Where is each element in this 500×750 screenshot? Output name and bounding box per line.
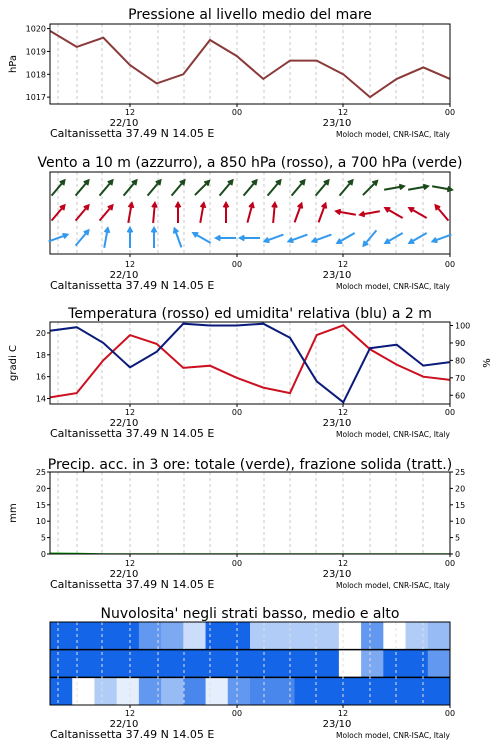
y-tick-label: 5 bbox=[40, 533, 46, 543]
wind-arrow bbox=[409, 208, 426, 218]
wind-arrow-shaft bbox=[409, 233, 426, 243]
cloud-cell bbox=[94, 650, 117, 678]
y2-tick-label: 25 bbox=[455, 468, 466, 477]
x-tick-label: 00 bbox=[444, 108, 456, 117]
panel-title-wind: Vento a 10 m (azzurro), a 850 hPa (rosso), a 700 hPa (verde) bbox=[37, 155, 463, 171]
x-tick-label: 00 bbox=[231, 260, 243, 269]
wind-arrow bbox=[128, 203, 133, 223]
cloud-cell bbox=[161, 622, 184, 650]
cloud-cell bbox=[206, 622, 229, 650]
wind-arrow-shaft bbox=[124, 180, 137, 195]
pressure-panel-frame bbox=[50, 24, 450, 104]
cloud-cell bbox=[339, 622, 362, 650]
x-tick-label: 00 bbox=[444, 709, 456, 718]
date-label: 22/10 bbox=[109, 270, 139, 281]
y2-tick-label: 0 bbox=[455, 550, 461, 559]
wind-arrow-shaft bbox=[193, 233, 210, 243]
cloud-cell bbox=[94, 622, 117, 650]
wind-arrow-shaft bbox=[52, 180, 65, 195]
y-tick-label: 1020 bbox=[25, 24, 46, 34]
panel-title-temperature: Temperatura (rosso) ed umidita' relativa (blu) a 2 m bbox=[68, 306, 432, 322]
temperature-line bbox=[50, 325, 450, 397]
x-tick-label: 12 bbox=[337, 260, 349, 269]
wind-arrow bbox=[292, 180, 305, 195]
wind-arrow bbox=[265, 235, 284, 243]
panel-title-precipitation: Precip. acc. in 3 ore: totale (verde), frazione solida (tratt.) bbox=[47, 457, 453, 473]
y2-tick-label: 10 bbox=[455, 517, 466, 527]
cloud-cell bbox=[428, 622, 451, 650]
cloud-cell bbox=[94, 677, 117, 705]
cloud-cell bbox=[361, 650, 384, 678]
model-source-label: Moloch model, CNR-ISAC, Italy bbox=[336, 430, 450, 439]
panel-title-clouds: Nuvolosita' negli strati basso, medio e alto bbox=[100, 606, 400, 622]
cloud-cell bbox=[361, 622, 384, 650]
x-tick-label: 12 bbox=[337, 108, 349, 117]
cloud-cell bbox=[250, 677, 273, 705]
pressure-line bbox=[50, 31, 450, 97]
x-tick-label: 12 bbox=[337, 559, 349, 568]
x-tick-label: 12 bbox=[337, 709, 349, 718]
date-label: 23/10 bbox=[322, 569, 352, 580]
wind-arrow bbox=[385, 208, 402, 218]
cloud-cell bbox=[361, 677, 384, 705]
y-tick-label: 1019 bbox=[25, 47, 46, 57]
wind-arrow-shaft bbox=[244, 180, 257, 195]
wind-arrow-shaft bbox=[316, 180, 329, 195]
location-label: Caltanissetta 37.49 N 14.05 E bbox=[50, 427, 215, 440]
cloud-cell bbox=[383, 650, 406, 678]
wind-arrow bbox=[148, 180, 161, 195]
date-label: 23/10 bbox=[322, 118, 352, 129]
y-tick-label: 14 bbox=[35, 394, 46, 404]
date-label: 23/10 bbox=[322, 418, 352, 429]
cloud-cell bbox=[272, 650, 295, 678]
cloud-cell bbox=[72, 622, 95, 650]
y2-tick-label: 90 bbox=[455, 338, 466, 348]
cloud-cell bbox=[183, 650, 206, 678]
date-label: 22/10 bbox=[109, 418, 139, 429]
y-tick-label: 20 bbox=[35, 484, 46, 494]
cloud-cell bbox=[206, 650, 229, 678]
x-tick-label: 00 bbox=[231, 709, 243, 718]
y2-tick-label: 70 bbox=[455, 373, 466, 383]
wind-arrow bbox=[409, 233, 426, 243]
y-axis-label: mm bbox=[8, 503, 19, 523]
wind-arrow bbox=[172, 180, 185, 195]
wind-arrow-shaft bbox=[76, 180, 89, 195]
wind-arrow bbox=[336, 210, 356, 215]
location-label: Caltanissetta 37.49 N 14.05 E bbox=[50, 127, 215, 140]
cloud-cell bbox=[228, 650, 251, 678]
cloud-cell bbox=[117, 677, 140, 705]
cloud-cell bbox=[383, 677, 406, 705]
y-axis-label: hPa bbox=[8, 54, 19, 74]
cloud-cell bbox=[72, 677, 95, 705]
wind-arrow bbox=[193, 233, 210, 243]
cloud-cell bbox=[294, 622, 317, 650]
cloud-cell bbox=[250, 622, 273, 650]
wind-arrow bbox=[76, 205, 89, 220]
cloud-cell bbox=[161, 677, 184, 705]
y2-tick-label: 15 bbox=[455, 500, 466, 510]
wind-arrow bbox=[176, 203, 181, 223]
cloud-cell bbox=[383, 622, 406, 650]
x-tick-label: 12 bbox=[124, 108, 136, 117]
cloud-cell bbox=[72, 650, 95, 678]
cloud-cell bbox=[183, 622, 206, 650]
wind-arrow-shaft bbox=[195, 181, 209, 195]
wind-arrow-shaft bbox=[268, 180, 281, 195]
model-source-label: Moloch model, CNR-ISAC, Italy bbox=[336, 282, 450, 291]
wind-arrow bbox=[244, 180, 257, 195]
y-tick-label: 16 bbox=[35, 372, 46, 382]
wind-arrow-shaft bbox=[100, 180, 113, 195]
wind-arrow bbox=[220, 180, 233, 195]
wind-arrow-shaft bbox=[172, 180, 185, 195]
x-tick-label: 00 bbox=[231, 408, 243, 417]
y2-tick-label: 60 bbox=[455, 391, 466, 401]
humidity-line bbox=[50, 324, 450, 403]
wind-arrow bbox=[76, 180, 89, 195]
wind-arrow bbox=[432, 186, 452, 191]
y-tick-label: 1017 bbox=[25, 93, 46, 103]
wind-arrow bbox=[100, 205, 113, 220]
wind-arrow-shaft bbox=[76, 230, 89, 245]
wind-arrow bbox=[340, 180, 353, 195]
cloud-cell bbox=[117, 622, 140, 650]
wind-arrow bbox=[408, 185, 428, 190]
x-tick-label: 00 bbox=[444, 260, 456, 269]
date-label: 22/10 bbox=[109, 719, 139, 730]
cloud-cell bbox=[183, 677, 206, 705]
cloud-cell bbox=[317, 622, 340, 650]
cloud-cell bbox=[406, 622, 429, 650]
wind-arrow bbox=[385, 233, 402, 243]
wind-arrow bbox=[100, 180, 113, 195]
location-label: Caltanissetta 37.49 N 14.05 E bbox=[50, 728, 215, 741]
model-source-label: Moloch model, CNR-ISAC, Italy bbox=[336, 731, 450, 740]
wind-arrow bbox=[337, 233, 354, 243]
cloud-cell bbox=[228, 677, 251, 705]
wind-arrow-shaft bbox=[337, 233, 354, 243]
y2-tick-label: 5 bbox=[455, 533, 461, 543]
temperature-panel-frame bbox=[50, 322, 450, 404]
wind-arrow bbox=[52, 205, 65, 220]
y2-tick-label: 80 bbox=[455, 356, 466, 366]
wind-arrow-shaft bbox=[385, 208, 402, 218]
x-tick-label: 00 bbox=[231, 108, 243, 117]
wind-arrow bbox=[289, 235, 308, 243]
date-label: 22/10 bbox=[109, 569, 139, 580]
cloud-cell bbox=[206, 677, 229, 705]
wind-arrow-shaft bbox=[292, 180, 305, 195]
cloud-cell bbox=[294, 650, 317, 678]
wind-arrow-shaft bbox=[340, 180, 353, 195]
wind-arrow bbox=[224, 203, 229, 223]
x-tick-label: 12 bbox=[124, 709, 136, 718]
wind-arrow bbox=[195, 181, 209, 195]
cloud-cell bbox=[294, 677, 317, 705]
wind-arrow bbox=[247, 203, 253, 222]
wind-arrow bbox=[104, 228, 109, 248]
cloud-cell bbox=[50, 622, 73, 650]
date-label: 23/10 bbox=[322, 270, 352, 281]
wind-arrow bbox=[272, 203, 277, 223]
location-label: Caltanissetta 37.49 N 14.05 E bbox=[50, 578, 215, 591]
cloud-cell bbox=[406, 677, 429, 705]
wind-arrow bbox=[240, 236, 260, 241]
wind-arrow bbox=[152, 228, 157, 248]
cloud-cell bbox=[117, 650, 140, 678]
wind-arrow-shaft bbox=[220, 180, 233, 195]
wind-arrow bbox=[433, 235, 452, 243]
y2-tick-label: 20 bbox=[455, 484, 466, 494]
precipitation-panel-frame bbox=[50, 472, 450, 554]
x-tick-label: 00 bbox=[231, 559, 243, 568]
x-tick-label: 00 bbox=[444, 408, 456, 417]
y-tick-label: 0 bbox=[40, 550, 46, 559]
model-source-label: Moloch model, CNR-ISAC, Italy bbox=[336, 581, 450, 590]
wind-arrow-shaft bbox=[52, 205, 65, 220]
wind-arrow-shaft bbox=[76, 205, 89, 220]
y2-axis-label: % bbox=[482, 358, 493, 368]
panel-title-pressure: Pressione al livello medio del mare bbox=[128, 7, 372, 23]
cloud-cell bbox=[272, 677, 295, 705]
wind-arrow-shaft bbox=[436, 205, 449, 220]
cloud-cell bbox=[428, 650, 451, 678]
cloud-cell bbox=[228, 622, 251, 650]
cloud-cell bbox=[428, 677, 451, 705]
date-label: 23/10 bbox=[322, 719, 352, 730]
cloud-cell bbox=[339, 650, 362, 678]
y-tick-label: 20 bbox=[35, 328, 46, 338]
cloud-cell bbox=[250, 650, 273, 678]
wind-arrow bbox=[384, 185, 404, 190]
model-source-label: Moloch model, CNR-ISAC, Italy bbox=[336, 130, 450, 139]
wind-arrow bbox=[128, 228, 133, 248]
y-tick-label: 15 bbox=[35, 500, 46, 510]
wind-arrow bbox=[316, 180, 329, 195]
y-tick-label: 18 bbox=[35, 350, 46, 360]
wind-arrow bbox=[268, 180, 281, 195]
cloud-cell bbox=[317, 677, 340, 705]
cloud-cell bbox=[50, 677, 73, 705]
wind-arrow-shaft bbox=[100, 205, 113, 220]
wind-arrow bbox=[216, 236, 236, 241]
wind-arrow bbox=[319, 204, 327, 223]
x-tick-label: 12 bbox=[124, 408, 136, 417]
cloud-cell bbox=[50, 650, 73, 678]
y-tick-label: 1018 bbox=[25, 70, 46, 80]
cloud-cell bbox=[161, 650, 184, 678]
cloud-cell bbox=[317, 650, 340, 678]
wind-arrow-shaft bbox=[385, 233, 402, 243]
cloud-cell bbox=[406, 650, 429, 678]
y-axis-label: gradi C bbox=[8, 345, 19, 381]
date-label: 22/10 bbox=[109, 118, 139, 129]
y-tick-label: 25 bbox=[35, 468, 46, 477]
x-tick-label: 12 bbox=[124, 260, 136, 269]
wind-arrow bbox=[174, 229, 182, 248]
wind-arrow bbox=[436, 205, 449, 220]
wind-arrow bbox=[124, 180, 137, 195]
wind-arrow bbox=[76, 230, 89, 245]
cloud-cell bbox=[272, 622, 295, 650]
wind-arrow bbox=[295, 204, 303, 223]
wind-arrow bbox=[313, 235, 332, 243]
y-tick-label: 10 bbox=[35, 517, 46, 527]
x-tick-label: 12 bbox=[124, 559, 136, 568]
cloud-cell bbox=[339, 677, 362, 705]
wind-arrow-shaft bbox=[409, 208, 426, 218]
location-label: Caltanissetta 37.49 N 14.05 E bbox=[50, 279, 215, 292]
x-tick-label: 12 bbox=[337, 408, 349, 417]
wind-arrow-shaft bbox=[148, 180, 161, 195]
x-tick-label: 00 bbox=[444, 559, 456, 568]
wind-arrow bbox=[52, 180, 65, 195]
y2-tick-label: 100 bbox=[455, 321, 471, 331]
wind-arrow bbox=[200, 203, 205, 223]
wind-arrow bbox=[152, 203, 157, 223]
